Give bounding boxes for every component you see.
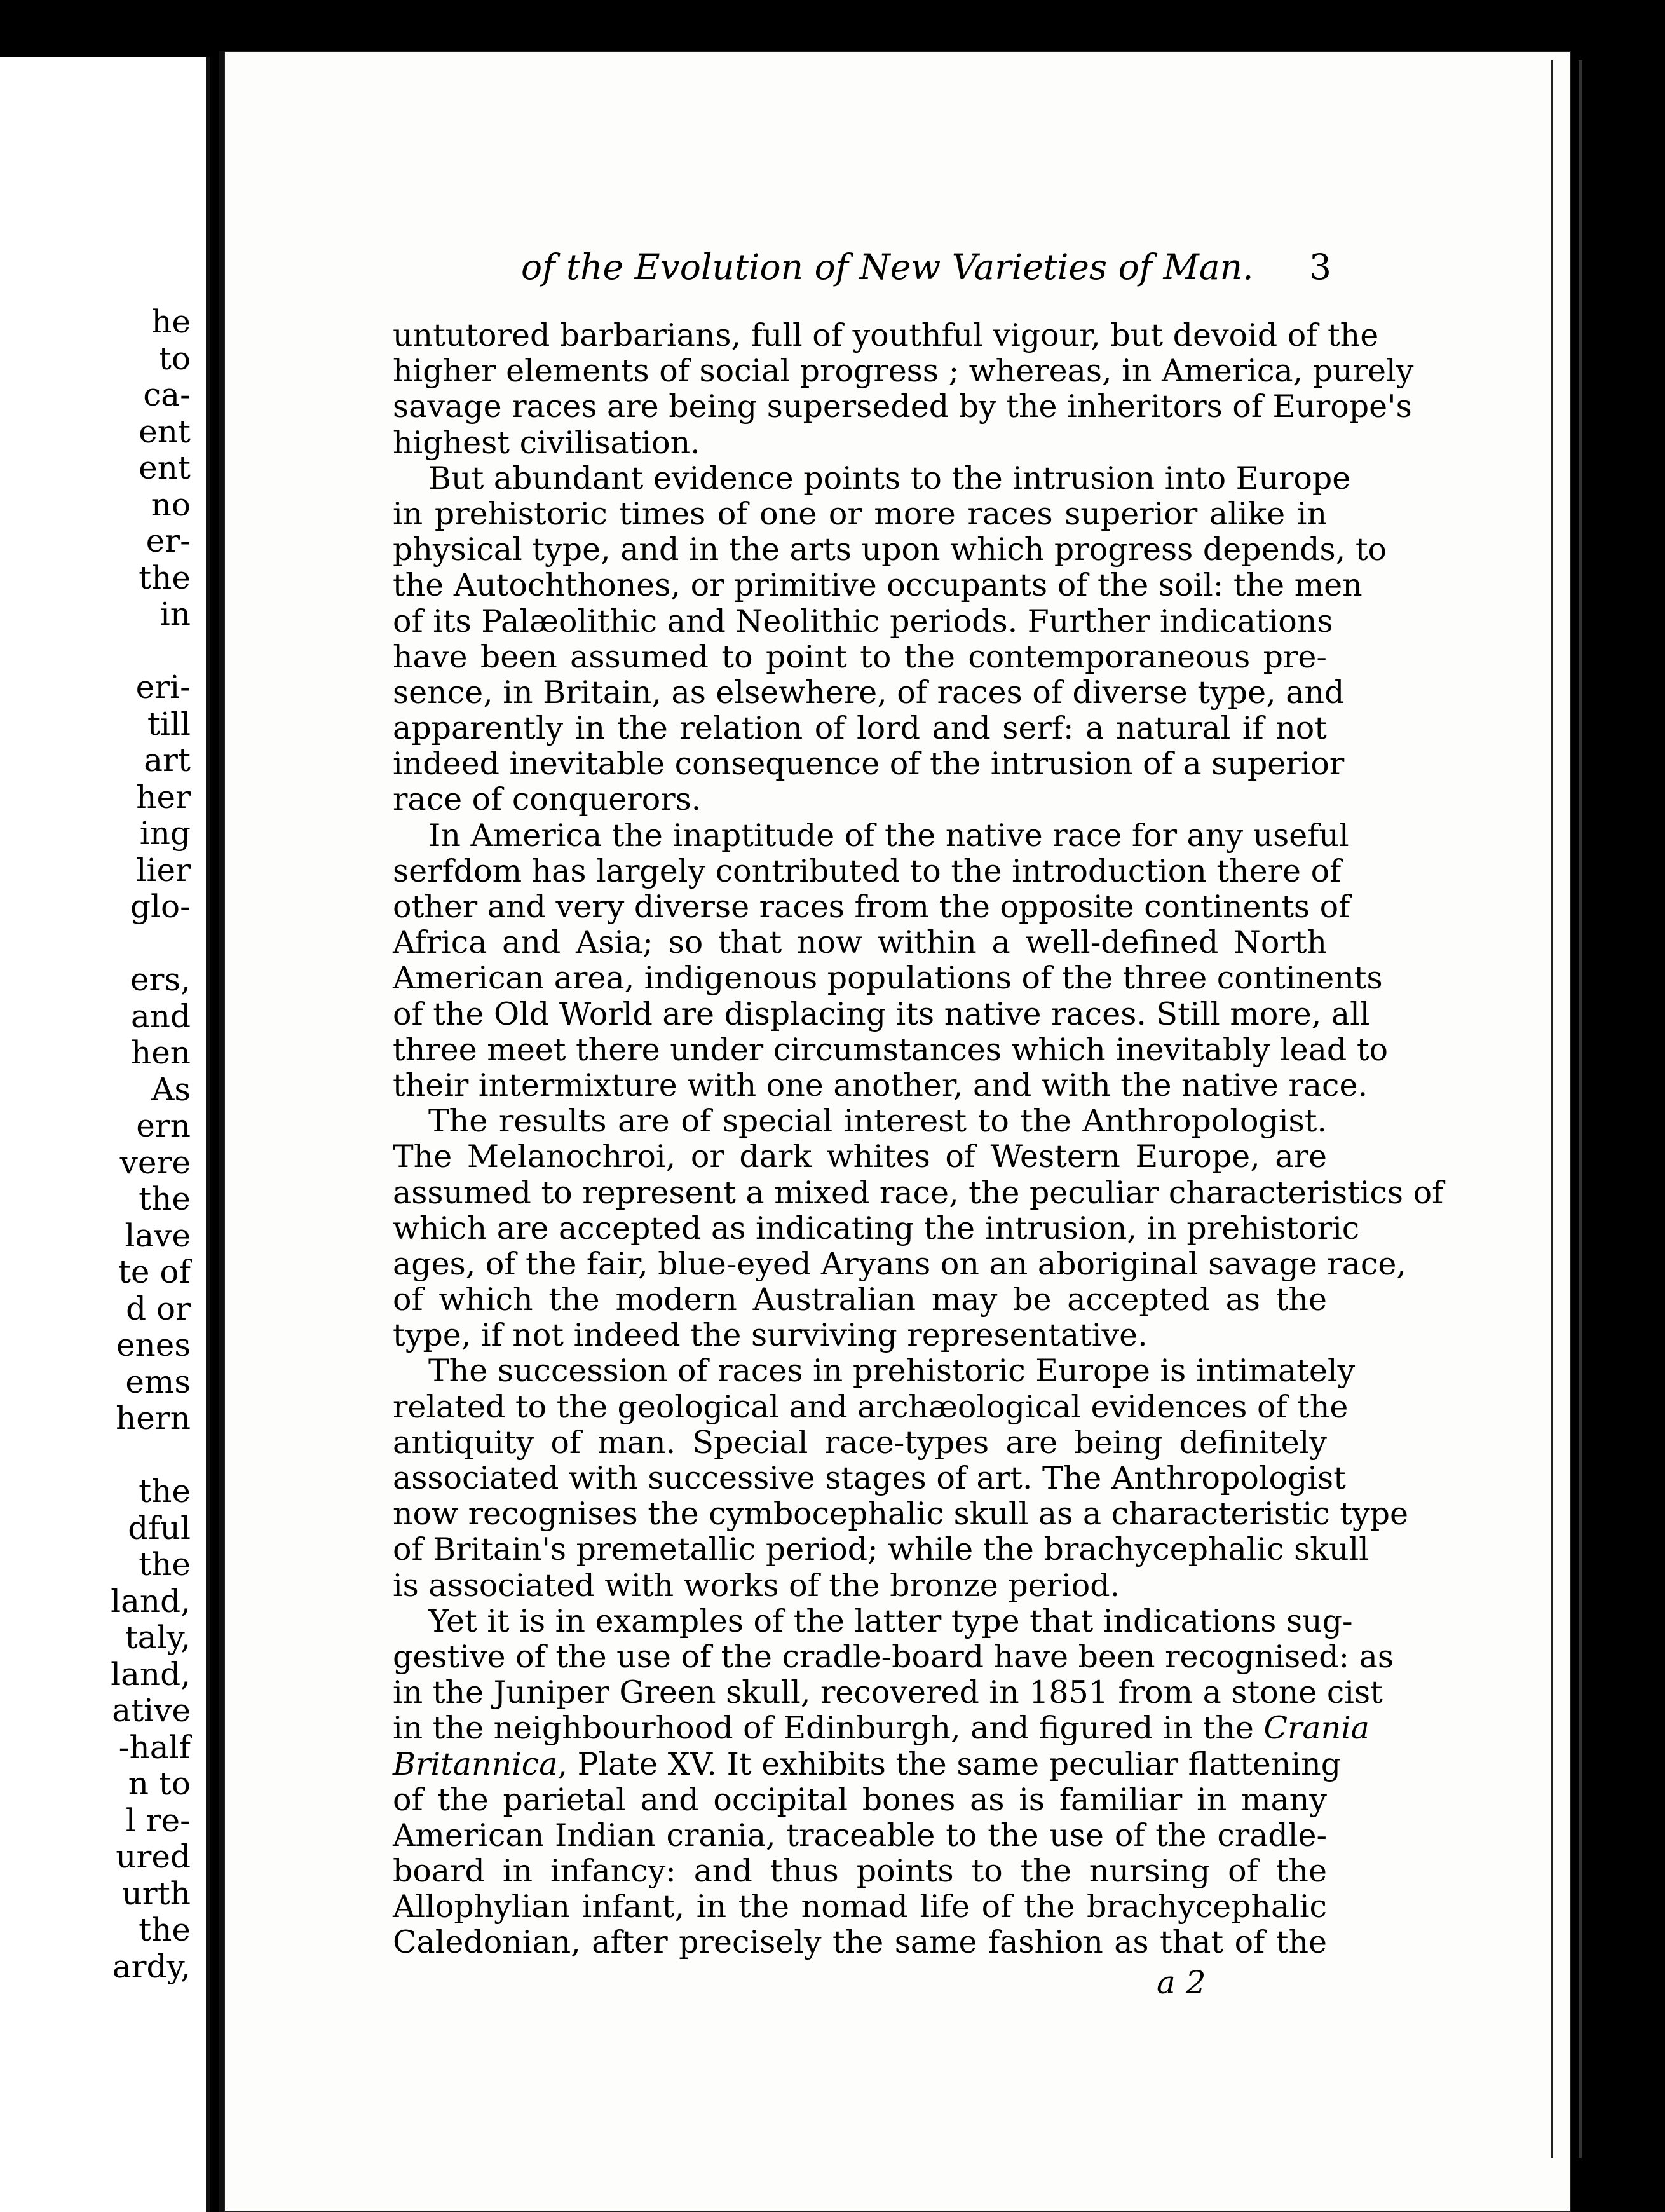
facing-page-fragment: As [151, 1070, 191, 1108]
facing-page-fragment: te of [118, 1253, 191, 1290]
facing-page-fragment [0, 1437, 191, 1474]
facing-page-fragment: enes [116, 1327, 191, 1363]
text-line: The Melanochroi, or dark whites of Western Europe, are [393, 1138, 1327, 1175]
text-line: Caledonian, after precisely the same fashion as that of the [393, 1924, 1327, 1961]
facing-page-fragment: land, [111, 1582, 191, 1620]
facing-page-fragment: art [144, 742, 191, 779]
text-line: three meet there under circumstances which inevitably lead to [393, 1031, 1389, 1068]
text-line: of the parietal and occipital bones as is familiar in many [393, 1781, 1327, 1818]
text-line: now recognises the cymbocephalic skull as a characteristic type [393, 1496, 1409, 1533]
text-line: their intermixture with one another, and with the native race. [393, 1067, 1368, 1103]
facing-page-text [0, 304, 191, 1985]
facing-page-fragment: ing [139, 815, 191, 852]
body-text [393, 317, 1444, 1961]
facing-page-fragment: in [160, 596, 191, 632]
text-line: related to the geological and archæological evidences of the [393, 1388, 1349, 1425]
text-line: serfdom has largely contributed to the introduction there of [393, 852, 1342, 889]
facing-page-fragment: hern [116, 1400, 191, 1437]
text-line: savage races are being superseded by the inheritors of Europe's [393, 388, 1412, 425]
facing-page-fragment: the [139, 1180, 191, 1217]
facing-page-fragment: the [139, 1911, 191, 1948]
text-line: Allophylian infant, in the nomad life of the brachycephalic [393, 1888, 1327, 1925]
text-line: in the neighbourhood of Edinburgh, and figured in the Crania [393, 1710, 1370, 1747]
text-line: in prehistoric times of one or more races superior alike in [393, 495, 1327, 532]
facing-page-fragment: -half [118, 1728, 191, 1766]
facing-page-fragment: ative [112, 1692, 191, 1729]
facing-page-fragment: he [151, 303, 191, 340]
facing-page-fragment: n to [128, 1765, 191, 1802]
text-line: But abundant evidence points to the intrusion into Europe [428, 460, 1351, 496]
text-line: other and very diverse races from the opposite continents of [393, 889, 1350, 925]
facing-page-fragment: to [158, 339, 191, 377]
facing-page-fragment: ems [125, 1363, 191, 1400]
text-line: is associated with works of the bronze period. [393, 1567, 1120, 1604]
book-gutter [192, 57, 210, 2212]
text-line: associated with successive stages of art. The Anthropologist [393, 1460, 1346, 1496]
facing-page-fragment: glo- [130, 888, 191, 925]
facing-page-fragment: hen [131, 1034, 191, 1071]
text-line: physical type, and in the arts upon which progress depends, to [393, 531, 1387, 568]
facing-page-fragment: till [147, 705, 191, 742]
text-line: of which the modern Australian may be accepted as the [393, 1281, 1327, 1318]
facing-page-fragment: land, [111, 1655, 191, 1693]
text-line: antiquity of man. Special race-types are being definitely [393, 1424, 1327, 1461]
facing-page-fragment: urth [121, 1874, 191, 1912]
text-line: board in infancy: and thus points to the nursing of the [393, 1853, 1327, 1890]
text-line: type, if not indeed the surviving representative. [393, 1317, 1148, 1354]
facing-page-fragment: l re- [125, 1801, 191, 1839]
text-line: have been assumed to point to the contemporaneous pre- [393, 638, 1327, 675]
text-line: higher elements of social progress ; whereas, in America, purely [393, 353, 1414, 390]
facing-page-fragment: and [130, 997, 191, 1035]
page-edge [1551, 60, 1582, 2158]
text-line: The results are of special interest to the Anthropologist. [428, 1103, 1327, 1140]
signature-mark: a 2 [1157, 1964, 1206, 2001]
facing-page-fragment: lave [125, 1217, 191, 1254]
facing-page-fragment: the [139, 559, 191, 596]
facing-page-fragment: ca- [143, 376, 191, 413]
text-line: of Britain's premetallic period; while the brachycephalic skull [393, 1531, 1369, 1568]
text-line: of the Old World are displacing its native races. Still more, all [393, 995, 1370, 1032]
page-number: 3 [1309, 247, 1331, 287]
running-head: of the Evolution of New Varieties of Man. [521, 247, 1254, 287]
text-line: race of conquerors. [393, 781, 702, 818]
text-line: sence, in Britain, as elsewhere, of races of diverse type, and [393, 674, 1345, 711]
facing-page-fragment: ardy, [112, 1948, 191, 1985]
text-line: the Autochthones, or primitive occupants of the soil: the men [393, 567, 1363, 604]
facing-page-fragment [0, 925, 191, 962]
text-line: Yet it is in examples of the latter type that indications sug- [428, 1602, 1353, 1639]
text-line: Africa and Asia; so that now within a well-defined North [393, 924, 1327, 961]
facing-page-fragment: the [139, 1546, 191, 1583]
facing-page-fragment: d or [126, 1290, 191, 1327]
text-line: untutored barbarians, full of youthful vigour, but devoid of the [393, 317, 1379, 353]
facing-page-fragment: eri- [135, 669, 191, 706]
text-line: The succession of races in prehistoric Europe is intimately [428, 1353, 1356, 1389]
text-line: of its Palæolithic and Neolithic periods. Further indications [393, 603, 1333, 639]
text-line: indeed inevitable consequence of the intrusion of a superior [393, 746, 1345, 782]
facing-page-fragment: no [151, 486, 191, 523]
facing-page-fragment: taly, [125, 1619, 191, 1656]
text-line: In America the inaptitude of the native race for any useful [428, 817, 1349, 854]
facing-page-fragment: ers, [130, 961, 191, 998]
text-line: Britannica, Plate XV. It exhibits the same peculiar flattening [393, 1745, 1342, 1782]
facing-page-fragment: vere [119, 1144, 191, 1181]
facing-page-fragment: the [139, 1473, 191, 1510]
text-line: in the Juniper Green skull, recovered in 1851 from a stone cist [393, 1674, 1383, 1711]
facing-page-fragment: lier [136, 851, 191, 889]
text-line: American Indian crania, traceable to the use of the cradle- [393, 1817, 1327, 1854]
facing-page-fragment: her [136, 778, 191, 816]
text-line: gestive of the use of the cradle-board have been recognised: as [393, 1638, 1394, 1675]
facing-page-fragment: ern [136, 1107, 191, 1144]
facing-page-fragment: dful [128, 1509, 191, 1546]
facing-page-fragment [0, 633, 191, 670]
text-line: American area, indigenous populations of the three continents [393, 960, 1383, 997]
facing-page-fragment: ured [116, 1838, 191, 1875]
facing-page-fragment: ent [139, 413, 191, 450]
facing-page-fragment: er- [146, 522, 191, 559]
facing-page-fragment: ent [139, 449, 191, 486]
text-line: which are accepted as indicating the intrusion, in prehistoric [393, 1210, 1360, 1246]
text-line: apparently in the relation of lord and serf: a natural if not [393, 710, 1327, 747]
text-line: highest civilisation. [393, 424, 700, 461]
text-line: assumed to represent a mixed race, the peculiar characteristics of [393, 1174, 1444, 1211]
text-line: ages, of the fair, blue-eyed Aryans on an aboriginal savage race, [393, 1245, 1406, 1282]
